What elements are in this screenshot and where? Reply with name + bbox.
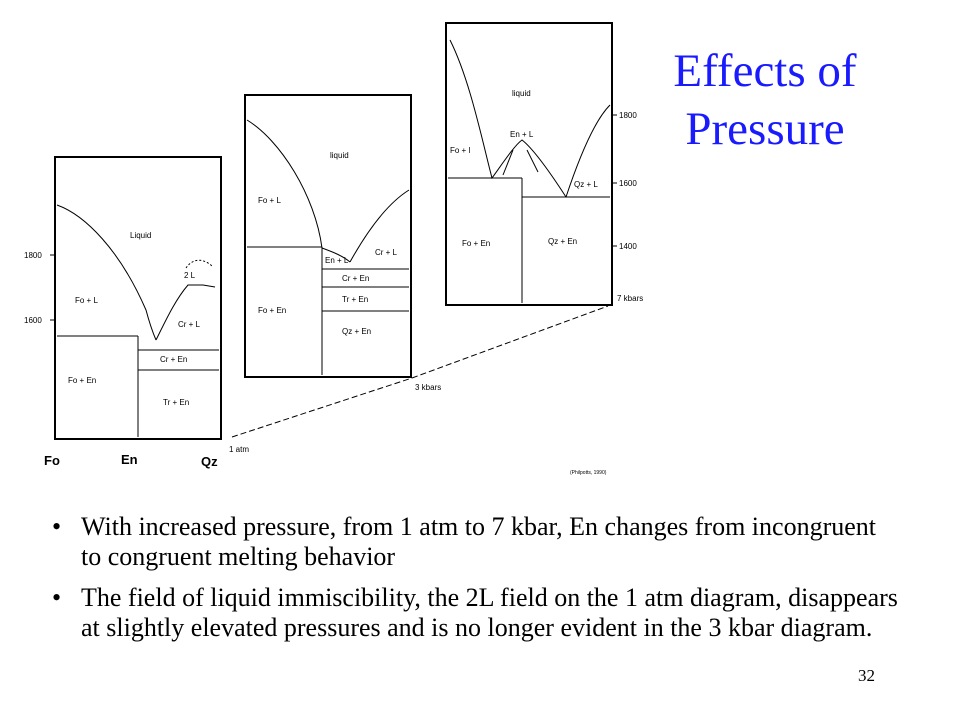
temp-label: 1800 bbox=[619, 111, 637, 120]
diagram-3kbar bbox=[245, 95, 441, 392]
liquidus bbox=[450, 40, 566, 197]
temp-label: 1600 bbox=[619, 179, 637, 188]
page-number: 32 bbox=[858, 666, 875, 685]
field-label: En + L bbox=[325, 256, 349, 265]
field-label: Qz + En bbox=[548, 237, 578, 246]
bullet-dot: • bbox=[52, 512, 62, 541]
field-label: Cr + L bbox=[178, 320, 201, 329]
immiscibility-dome bbox=[186, 260, 212, 268]
field-label: liquid bbox=[330, 151, 349, 160]
bullet-item bbox=[52, 583, 902, 643]
field-label: Liquid bbox=[130, 231, 152, 240]
field-label: Fo + L bbox=[75, 296, 98, 305]
field-label: 2 L bbox=[184, 271, 196, 280]
field-label: Qz + En bbox=[342, 327, 372, 336]
bullet-text: With increased pressure, from 1 atm to 7 kbar, En changes from incongruent to congruent melting behavior bbox=[81, 512, 876, 571]
figure-credit: (Philpotts, 1990) bbox=[570, 470, 607, 476]
slide-title: Effects of Pressure bbox=[673, 45, 857, 155]
pressure-label: 3 kbars bbox=[415, 383, 442, 392]
field-label: Fo + l bbox=[450, 146, 471, 155]
temp-label: 1600 bbox=[24, 316, 42, 325]
field-label: Qz + L bbox=[574, 180, 598, 189]
component-label: Fo bbox=[44, 453, 60, 468]
diagram-1atm bbox=[24, 157, 249, 469]
liquidus-fo bbox=[57, 205, 156, 340]
field-label: Cr + L bbox=[375, 248, 398, 257]
field-label: Fo + En bbox=[462, 239, 491, 248]
field-label: Cr + En bbox=[160, 355, 188, 364]
bullet-list bbox=[52, 512, 902, 654]
component-label: Qz bbox=[201, 454, 218, 469]
field-label: Tr + En bbox=[163, 398, 190, 407]
phase-diagram-figure bbox=[0, 0, 700, 490]
field-label: Fo + En bbox=[258, 306, 287, 315]
field-label: Cr + En bbox=[342, 274, 370, 283]
diagram-7kbar bbox=[446, 23, 643, 305]
temp-label: 1400 bbox=[619, 242, 637, 251]
pressure-label: 7 kbars bbox=[617, 294, 644, 303]
component-label: En bbox=[121, 452, 138, 467]
temp-label: 1800 bbox=[24, 251, 42, 260]
field-label: En + L bbox=[510, 130, 534, 139]
field-label: liquid bbox=[512, 89, 531, 98]
pressure-label: 1 atm bbox=[229, 445, 250, 454]
liquidus-silica bbox=[156, 285, 215, 340]
field-label: Tr + En bbox=[342, 295, 369, 304]
field-label: Fo + L bbox=[258, 196, 281, 205]
bullet-dot: • bbox=[52, 583, 62, 612]
frame-3kbar bbox=[245, 95, 411, 377]
field-label: Fo + En bbox=[68, 376, 97, 385]
liquidus-fo bbox=[247, 120, 350, 262]
bullet-text: The field of liquid immiscibility, the 2L field on the 1 atm diagram, disappears at slightly elevated pressures and is no longer evident in the 3 kbar diagram. bbox=[81, 583, 898, 642]
bullet-item bbox=[52, 512, 902, 572]
frame-7kbar bbox=[446, 23, 612, 305]
perspective-lines bbox=[232, 306, 608, 437]
